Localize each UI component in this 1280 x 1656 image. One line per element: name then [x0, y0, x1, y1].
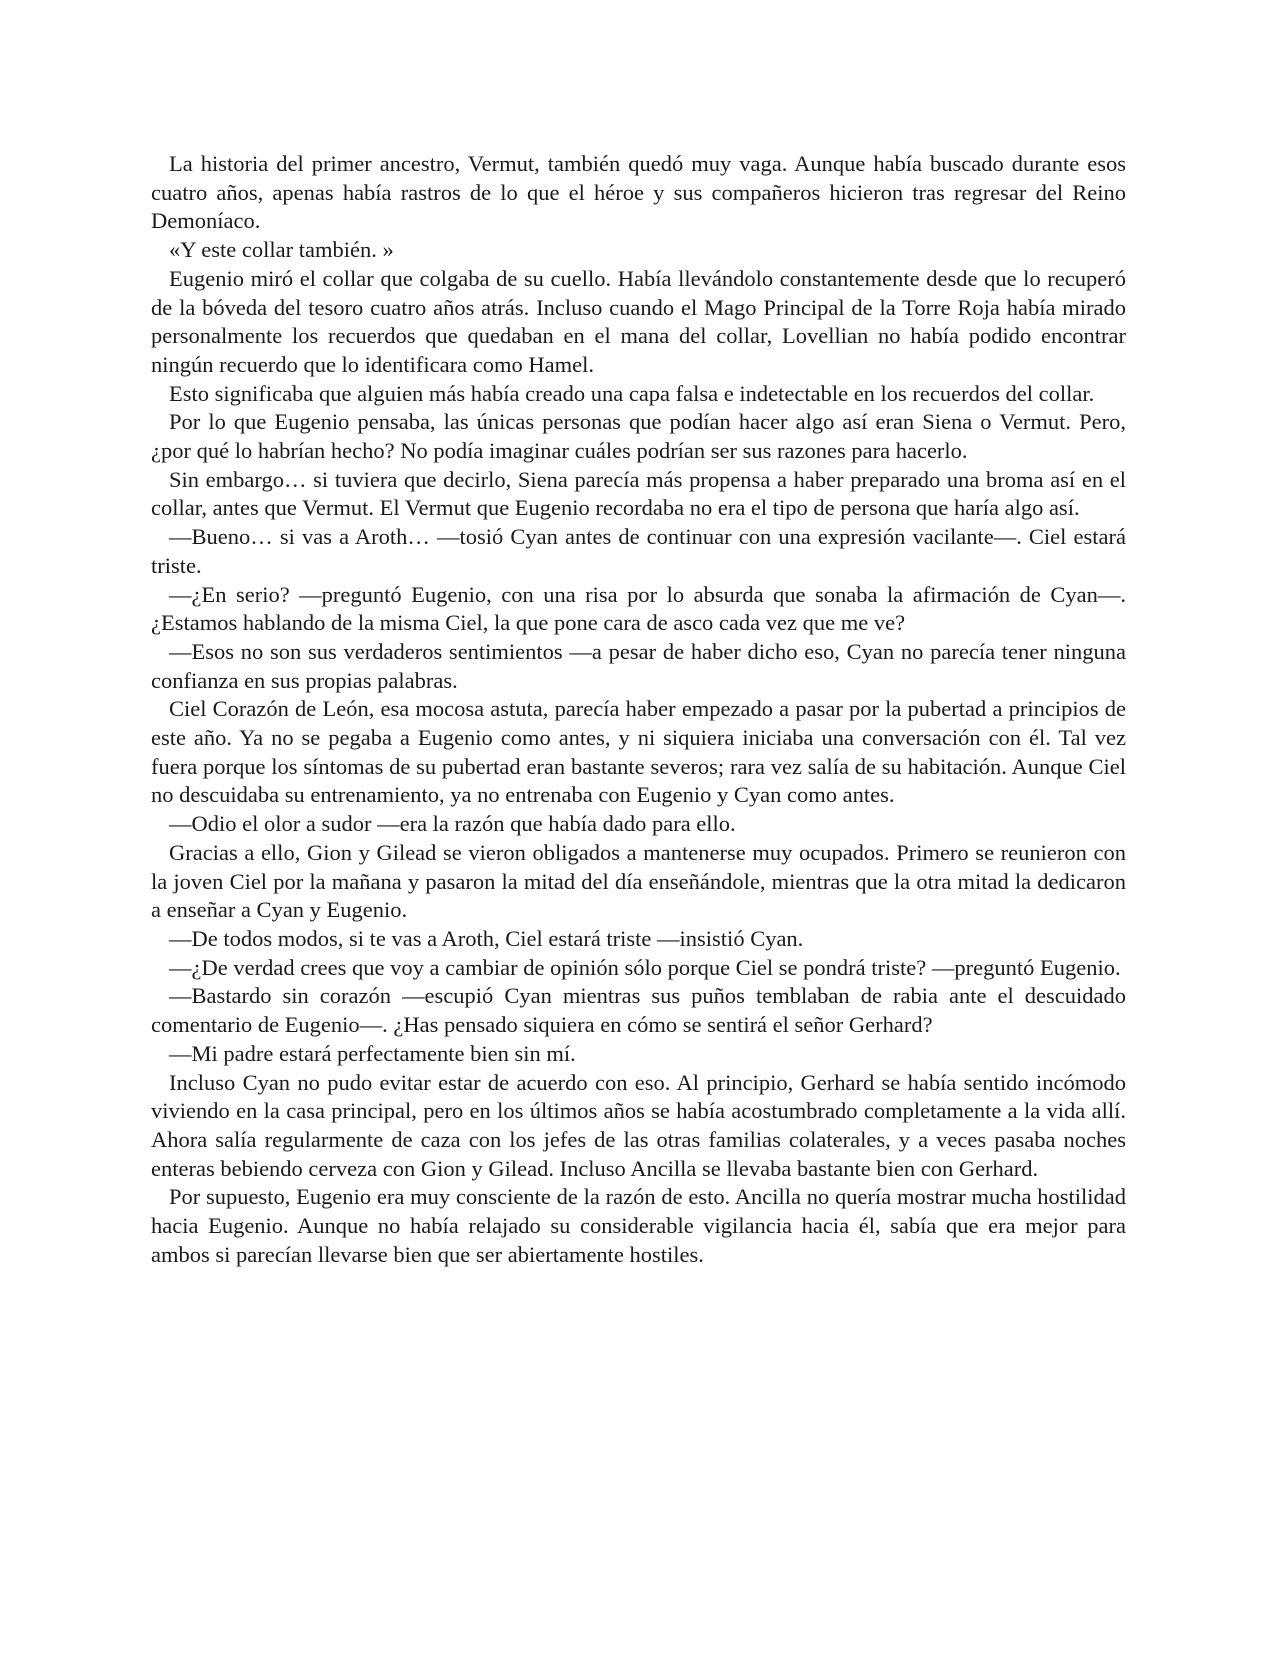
- dialogue-paragraph: —De todos modos, si te vas a Aroth, Ciel estará triste —insistió Cyan.: [169, 925, 804, 951]
- dialogue-paragraph: —Odio el olor a sudor —era la razón que había dado para ello.: [169, 811, 736, 837]
- paragraph: Esto significaba que alguien más había creado una capa falsa e indetectable en los recuerdos del collar.: [169, 380, 1095, 406]
- dialogue-paragraph: —Bueno… si vas a Aroth… —tosió Cyan antes de continuar con una expresión vacilante—. Ciel estará triste.: [151, 524, 1126, 578]
- dialogue-paragraph: —Mi padre estará perfectamente bien sin mí.: [169, 1040, 576, 1066]
- dialogue-paragraph: —¿En serio? —preguntó Eugenio, con una risa por lo absurda que sonaba la afirmación de Cyan—. ¿Estamos hablando de la misma Ciel, la que pone cara de asco cada vez que me ve?: [151, 581, 1126, 636]
- paragraph: Eugenio miró el collar que colgaba de su cuello. Había llevándolo constantemente desde que lo recuperó de la bóveda del tesoro cuatro años atrás. Incluso cuando el Mago Principal de la Torre Roja había mirado personalmente los recuerdos que quedaban en el mana del collar, Lovellian no había podido encontrar ningún recuerdo que lo identificara como Hamel.: [151, 265, 1126, 377]
- dialogue-paragraph: —¿De verdad crees que voy a cambiar de opinión sólo porque Ciel se pondrá triste? —preguntó Eugenio.: [169, 954, 1121, 980]
- paragraph: Gracias a ello, Gion y Gilead se vieron obligados a mantenerse muy ocupados. Primero se reunieron con la joven Ciel por la mañana y pasaron la mitad del día enseñándole, mientras que la otra mitad la dedicaron a enseñar a Cyan y Eugenio.: [151, 839, 1126, 923]
- paragraph: Incluso Cyan no pudo evitar estar de acuerdo con eso. Al principio, Gerhard se había sentido incómodo viviendo en la casa principal, pero en los últimos años se había acostumbrado completamente a la vida allí. Ahora salía regularmente de caza con los jefes de las otras familias colaterales, y a veces pasaba noches enteras bebiendo cerveza con Gion y Gilead. Incluso Ancilla se llevaba bastante bien con Gerhard.: [151, 1069, 1126, 1181]
- paragraph: Ciel Corazón de León, esa mocosa astuta, parecía haber empezado a pasar por la pubertad a principios de este año. Ya no se pegaba a Eugenio como antes, y ni siquiera iniciaba una conversación con él. Tal vez fuera porque los síntomas de su pubertad eran bastante severos; rara vez salía de su habitación. Aunque Ciel no descuidaba su entrenamiento, ya no entrenaba con Eugenio y Cyan como antes.: [151, 696, 1126, 808]
- paragraph: «Y este collar también. »: [169, 237, 394, 263]
- paragraph: Sin embargo… si tuviera que decirlo, Siena parecía más propensa a haber preparado una broma así en el collar, antes que Vermut. El Vermut que Eugenio recordaba no era el tipo de persona que haría algo así.: [151, 466, 1126, 521]
- document-page: [151, 150, 1126, 1269]
- dialogue-paragraph: —Bastardo sin corazón —escupió Cyan mientras sus puños temblaban de rabia ante el descuidado comentario de Eugenio—. ¿Has pensado siquiera en cómo se sentirá el señor Gerhard?: [151, 983, 1126, 1038]
- dialogue-paragraph: —Esos no son sus verdaderos sentimientos —a pesar de haber dicho eso, Cyan no parecía tener ninguna confianza en sus propias palabras.: [151, 638, 1126, 693]
- paragraph: La historia del primer ancestro, Vermut, también quedó muy vaga. Aunque había buscado durante esos cuatro años, apenas había rastros de lo que el héroe y sus compañeros hicieron tras regresar del Reino Demoníaco.: [151, 151, 1126, 234]
- paragraph: Por lo que Eugenio pensaba, las únicas personas que podían hacer algo así eran Siena o Vermut. Pero, ¿por qué lo habrían hecho? No podía imaginar cuáles podrían ser sus razones para hacerlo.: [151, 409, 1126, 464]
- paragraph: Por supuesto, Eugenio era muy consciente de la razón de esto. Ancilla no quería mostrar mucha hostilidad hacia Eugenio. Aunque no había relajado su considerable vigilancia hacia él, sabía que era mejor para ambos si parecían llevarse bien que ser abiertamente hostiles.: [151, 1184, 1126, 1267]
